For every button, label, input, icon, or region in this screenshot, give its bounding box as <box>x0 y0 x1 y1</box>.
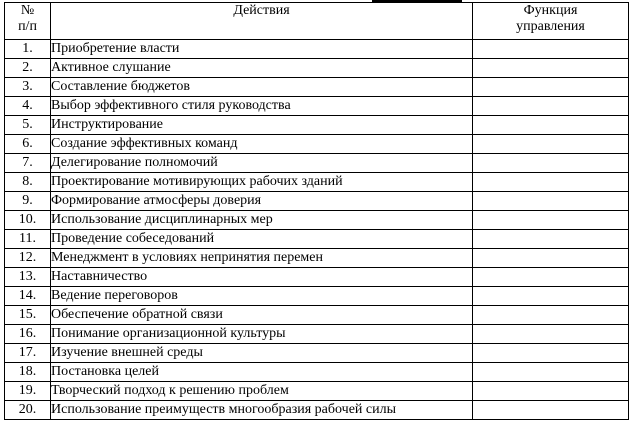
row-action: Выбор эффективного стиля руководства <box>51 97 473 116</box>
table-row <box>5 401 629 420</box>
table-row <box>5 78 629 97</box>
table-row <box>5 268 629 287</box>
row-number: 15. <box>5 306 51 325</box>
actions-table <box>4 2 629 420</box>
row-function-cell[interactable] <box>473 59 629 78</box>
row-number: 5. <box>5 116 51 135</box>
row-number: 3. <box>5 78 51 97</box>
row-action: Составление бюджетов <box>51 78 473 97</box>
row-function-cell[interactable] <box>473 154 629 173</box>
header-function <box>473 3 629 40</box>
row-function-cell[interactable] <box>473 97 629 116</box>
row-function-cell[interactable] <box>473 325 629 344</box>
row-number: 2. <box>5 59 51 78</box>
table-row <box>5 116 629 135</box>
row-action: Делегирование полномочий <box>51 154 473 173</box>
row-function-cell[interactable] <box>473 78 629 97</box>
header-number-line2: п/п <box>18 19 37 34</box>
row-number: 6. <box>5 135 51 154</box>
table-row <box>5 59 629 78</box>
row-function-cell[interactable] <box>473 40 629 59</box>
table-row <box>5 173 629 192</box>
row-number: 12. <box>5 249 51 268</box>
row-function-cell[interactable] <box>473 211 629 230</box>
row-action: Использование дисциплинарных мер <box>51 211 473 230</box>
header-function-line1: Функция <box>523 3 578 18</box>
row-action: Проектирование мотивирующих рабочих зданий <box>51 173 473 192</box>
row-action: Изучение внешней среды <box>51 344 473 363</box>
row-function-cell[interactable] <box>473 192 629 211</box>
row-function-cell[interactable] <box>473 306 629 325</box>
row-number: 4. <box>5 97 51 116</box>
header-number-line1: № <box>20 3 35 18</box>
header-number <box>5 3 51 40</box>
row-number: 17. <box>5 344 51 363</box>
header-function-line2: управления <box>516 19 585 34</box>
table-row <box>5 306 629 325</box>
table-row <box>5 230 629 249</box>
row-function-cell[interactable] <box>473 116 629 135</box>
row-function-cell[interactable] <box>473 230 629 249</box>
row-number: 7. <box>5 154 51 173</box>
row-action: Создание эффективных команд <box>51 135 473 154</box>
table-row <box>5 135 629 154</box>
row-number: 9. <box>5 192 51 211</box>
row-action: Ведение переговоров <box>51 287 473 306</box>
row-function-cell[interactable] <box>473 287 629 306</box>
row-function-cell[interactable] <box>473 173 629 192</box>
row-number: 13. <box>5 268 51 287</box>
table-row <box>5 192 629 211</box>
table-row <box>5 325 629 344</box>
table-header-row <box>5 3 629 40</box>
row-action: Наставничество <box>51 268 473 287</box>
row-action: Проведение собеседований <box>51 230 473 249</box>
row-function-cell[interactable] <box>473 344 629 363</box>
row-number: 11. <box>5 230 51 249</box>
header-actions: Действия <box>51 3 473 40</box>
table-row <box>5 287 629 306</box>
row-number: 14. <box>5 287 51 306</box>
row-number: 19. <box>5 382 51 401</box>
row-action: Приобретение власти <box>51 40 473 59</box>
row-action: Активное слушание <box>51 59 473 78</box>
row-action: Инструктирование <box>51 116 473 135</box>
table-row <box>5 40 629 59</box>
row-number: 20. <box>5 401 51 420</box>
row-number: 1. <box>5 40 51 59</box>
row-number: 10. <box>5 211 51 230</box>
table-body <box>5 40 629 420</box>
row-function-cell[interactable] <box>473 363 629 382</box>
row-action: Формирование атмосферы доверия <box>51 192 473 211</box>
table-row <box>5 97 629 116</box>
table-row <box>5 154 629 173</box>
row-action: Постановка целей <box>51 363 473 382</box>
row-function-cell[interactable] <box>473 268 629 287</box>
table-row <box>5 363 629 382</box>
row-number: 8. <box>5 173 51 192</box>
row-action: Понимание организационной культуры <box>51 325 473 344</box>
table-row <box>5 382 629 401</box>
row-action: Обеспечение обратной связи <box>51 306 473 325</box>
table-row <box>5 211 629 230</box>
row-action: Менеджмент в условиях непринятия перемен <box>51 249 473 268</box>
row-function-cell[interactable] <box>473 249 629 268</box>
row-function-cell[interactable] <box>473 135 629 154</box>
row-action: Использование преимуществ многообразия рабочей силы <box>51 401 473 420</box>
row-function-cell[interactable] <box>473 382 629 401</box>
row-action: Творческий подход к решению проблем <box>51 382 473 401</box>
row-function-cell[interactable] <box>473 401 629 420</box>
table-row <box>5 249 629 268</box>
table-row <box>5 344 629 363</box>
row-number: 18. <box>5 363 51 382</box>
row-number: 16. <box>5 325 51 344</box>
